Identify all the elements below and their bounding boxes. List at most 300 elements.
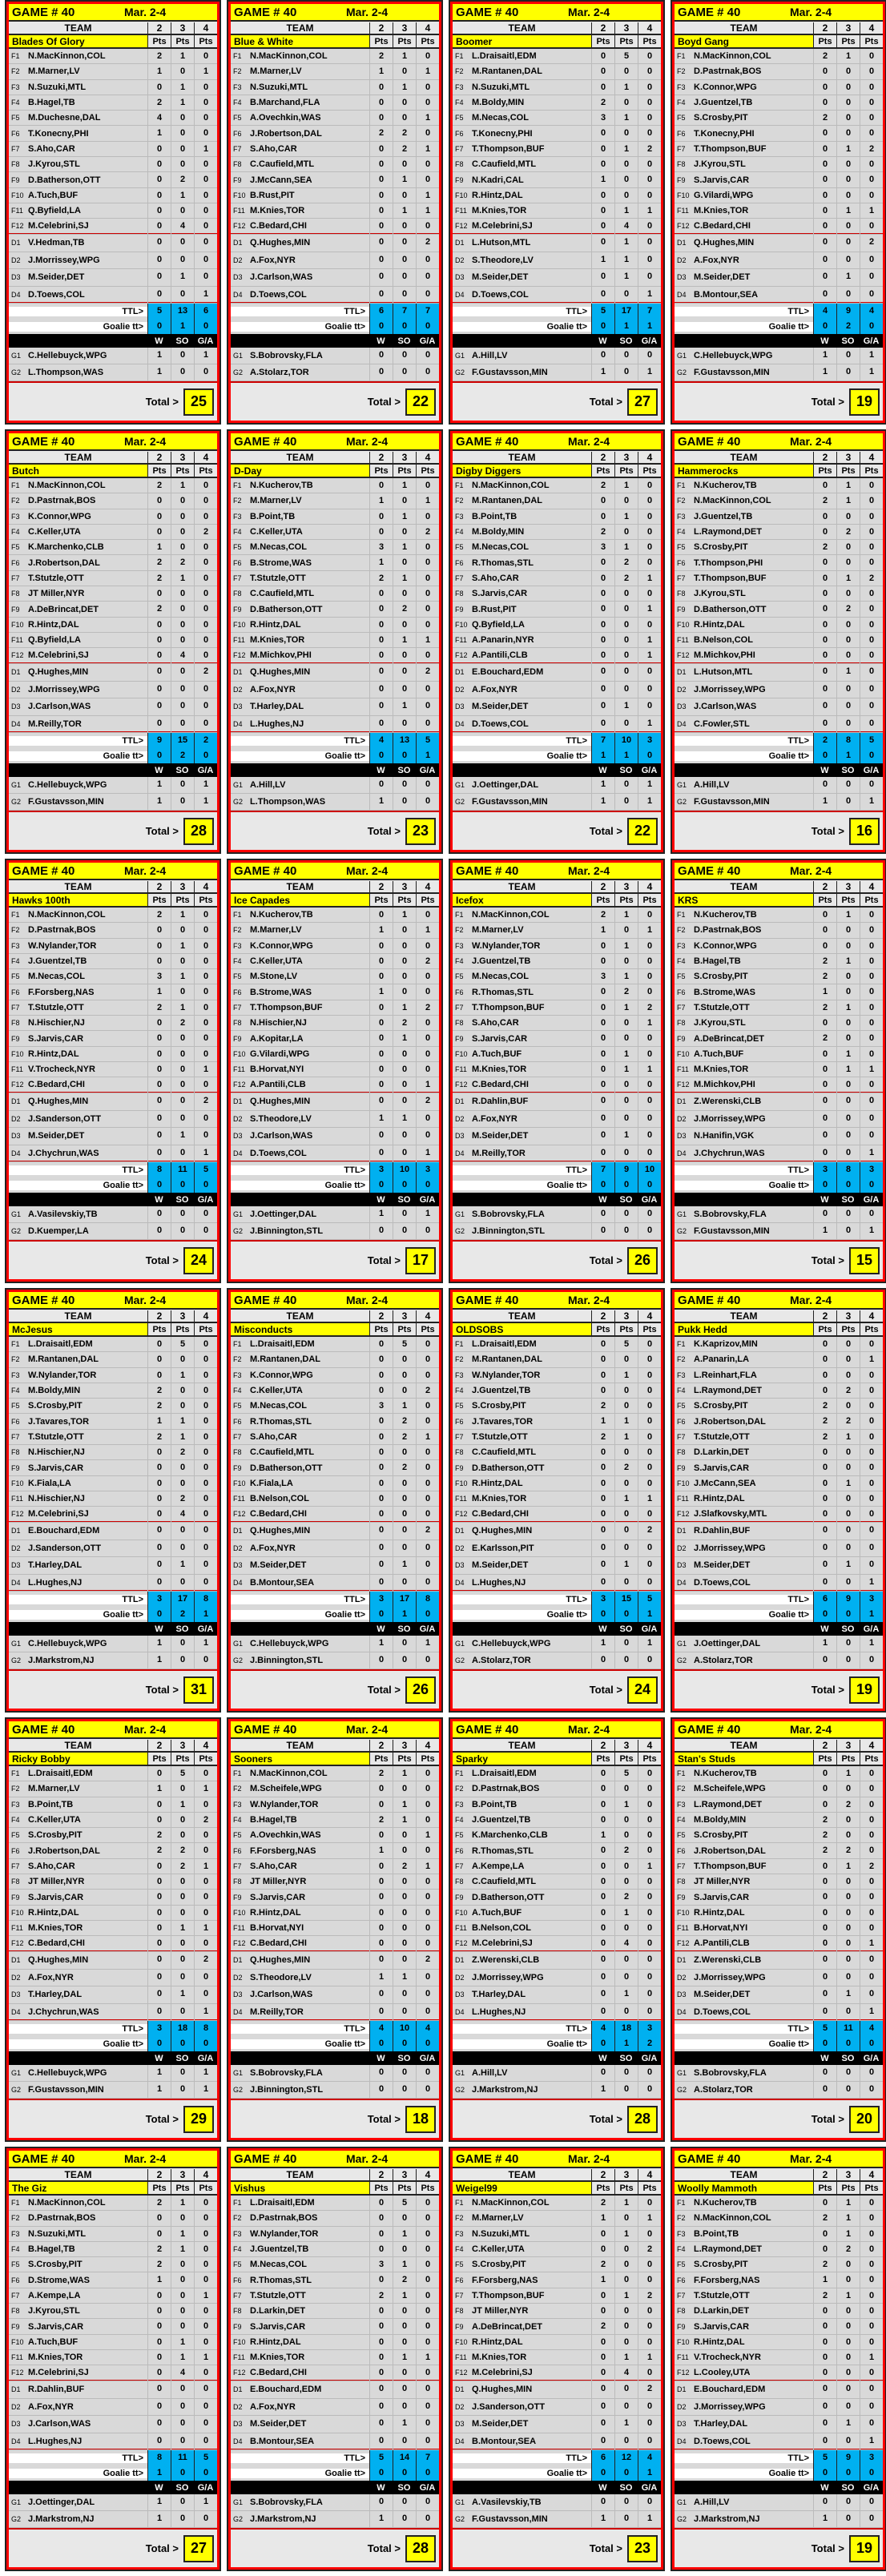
ttl-value: 15 xyxy=(614,1592,638,1607)
col-4: 4 xyxy=(638,881,661,892)
player-name: J.Markstrom,NJ xyxy=(694,2514,760,2524)
player-row xyxy=(231,111,439,126)
game-number: GAME # 40 xyxy=(678,5,741,19)
pts-3: 1 xyxy=(171,1430,194,1444)
pts-4: 0 xyxy=(194,126,217,140)
pts-label: Pts xyxy=(171,35,194,47)
team-name-row xyxy=(453,1323,661,1337)
pts-2: 0 xyxy=(147,1986,171,2003)
player-row xyxy=(231,2257,439,2272)
pts-4: 0 xyxy=(416,2227,439,2241)
total-row xyxy=(453,1671,661,1709)
pts-2: 0 xyxy=(591,2381,614,2398)
pts-2: 0 xyxy=(147,142,171,156)
pts-4: 2 xyxy=(416,235,439,252)
slot-code: F11 xyxy=(677,1924,689,1933)
pts-label: Pts xyxy=(416,35,439,47)
pts-4: 1 xyxy=(194,2350,217,2365)
player-row xyxy=(453,2211,661,2226)
slot-code: F7 xyxy=(233,2291,242,2300)
player-name: M.Seider,DET xyxy=(694,1990,751,2000)
ga-label: G/A xyxy=(197,336,214,346)
player-row xyxy=(9,1128,217,1145)
col-3: 3 xyxy=(836,452,860,463)
pts-4: 0 xyxy=(638,348,661,364)
pts-3: 1 xyxy=(836,1557,860,1574)
pts-4: 0 xyxy=(416,618,439,632)
pts-2: 0 xyxy=(591,1766,614,1781)
pts-2: 1 xyxy=(147,794,171,810)
slot-code: F1 xyxy=(677,2199,686,2208)
pts-3: 0 xyxy=(393,1906,416,1920)
pts-3: 0 xyxy=(171,364,194,380)
pts-3: 1 xyxy=(836,1000,860,1015)
pts-3: 0 xyxy=(836,1093,860,1110)
team-card xyxy=(671,0,886,425)
team-name: D-Day xyxy=(231,465,369,477)
so-label: SO xyxy=(619,2053,633,2063)
pts-4: 0 xyxy=(194,1557,217,1574)
pts-2: 1 xyxy=(147,1781,171,1796)
slot-code: F12 xyxy=(677,1510,690,1519)
pts-2: 0 xyxy=(813,188,836,203)
pts-4: 1 xyxy=(860,1575,883,1592)
pts-2: 0 xyxy=(591,348,614,364)
team-name: KRS xyxy=(675,894,813,906)
pts-3: 2 xyxy=(171,172,194,187)
player-row xyxy=(9,794,217,811)
pts-2: 0 xyxy=(813,1952,836,1969)
pts-3: 0 xyxy=(614,1540,638,1557)
team-name: Digby Diggers xyxy=(453,465,591,477)
player-row xyxy=(231,1813,439,1828)
pts-2: 0 xyxy=(147,188,171,203)
pts-3: 5 xyxy=(393,1337,416,1351)
slot-code: F4 xyxy=(233,1816,242,1825)
player-row xyxy=(231,1636,439,1652)
player-row xyxy=(9,2211,217,2226)
pts-2: 0 xyxy=(591,1383,614,1398)
goalie-total-row xyxy=(675,2465,883,2481)
pts-2: 0 xyxy=(813,1575,836,1592)
player-row xyxy=(675,2416,883,2433)
totals xyxy=(9,304,217,334)
player-name: C.Hellebuyck,WPG xyxy=(472,1639,551,1648)
goalie-total-value: 0 xyxy=(393,748,416,763)
slot-code: F11 xyxy=(677,1495,689,1503)
total-value: 16 xyxy=(849,818,880,845)
ttl-value: 4 xyxy=(860,2021,883,2036)
game-number: GAME # 40 xyxy=(12,863,75,878)
pts-2: 0 xyxy=(369,1828,393,1842)
pts-2: 0 xyxy=(147,269,171,286)
slot-code: F1 xyxy=(233,911,242,920)
pts-4: 0 xyxy=(638,2004,661,2021)
pts-4: 0 xyxy=(194,682,217,698)
goalie-total-value: 0 xyxy=(147,319,171,334)
player-name: M.Knies,TOR xyxy=(28,2353,83,2363)
col-3: 3 xyxy=(171,1740,194,1751)
pts-4: 0 xyxy=(860,540,883,554)
pts-4: 0 xyxy=(194,540,217,554)
pts-3: 0 xyxy=(836,1936,860,1950)
pts-3: 0 xyxy=(393,2242,416,2256)
pts-3: 4 xyxy=(171,648,194,662)
player-name: R.Hintz,DAL xyxy=(694,1907,745,1918)
game-number: GAME # 40 xyxy=(234,2151,297,2166)
column-header xyxy=(9,1739,217,1753)
pts-2: 0 xyxy=(369,1540,393,1557)
slot-code: D1 xyxy=(677,239,687,248)
player-row xyxy=(675,1986,883,2004)
pts-2: 0 xyxy=(369,1952,393,1969)
slot-code: G2 xyxy=(11,1656,22,1664)
slot-code: F11 xyxy=(677,636,689,645)
goalie-total-value: 0 xyxy=(147,1607,171,1622)
game-date: Mar. 2-4 xyxy=(568,1723,610,1736)
pts-3: 0 xyxy=(171,664,194,681)
player-name: E.Bouchard,EDM xyxy=(250,2385,322,2395)
pts-3: 0 xyxy=(171,509,194,524)
pts-2: 0 xyxy=(147,618,171,632)
team-label: TEAM xyxy=(508,451,536,463)
pts-2: 0 xyxy=(813,2065,836,2081)
player-name: M.Seider,DET xyxy=(28,272,85,283)
player-name: B.Hagel,TB xyxy=(694,956,741,967)
goalie-total-label: Goalie tt> xyxy=(231,322,369,332)
pts-4: 1 xyxy=(860,2004,883,2021)
pts-4: 0 xyxy=(416,2319,439,2333)
player-name: A.Stolarz,TOR xyxy=(472,1656,531,1665)
pts-4: 0 xyxy=(416,2494,439,2510)
col-4: 4 xyxy=(860,1740,883,1751)
slot-code: G1 xyxy=(233,1210,244,1218)
pts-2: 0 xyxy=(591,188,614,203)
pts-3: 0 xyxy=(836,969,860,984)
game-number: GAME # 40 xyxy=(234,1722,297,1737)
pts-4: 0 xyxy=(194,80,217,95)
pts-2: 0 xyxy=(147,1523,171,1540)
pts-4: 0 xyxy=(860,984,883,999)
goalie-total-row xyxy=(9,319,217,334)
player-name: M.Necas,COL xyxy=(472,113,529,123)
goalie-total-label: Goalie tt> xyxy=(675,322,813,332)
pts-2: 0 xyxy=(813,1874,836,1889)
pts-4: 2 xyxy=(194,1952,217,1969)
totals xyxy=(231,733,439,763)
slot-code: F6 xyxy=(677,1417,686,1426)
team-name-row xyxy=(9,894,217,908)
player-name: J.Markstrom,NJ xyxy=(28,1656,95,1665)
so-label: SO xyxy=(619,1624,633,1634)
pts-2: 0 xyxy=(369,1031,393,1045)
pts-2: 0 xyxy=(369,203,393,218)
pts-2: 1 xyxy=(591,1636,614,1652)
slot-code: G1 xyxy=(455,352,465,360)
goalie-total-value: 1 xyxy=(614,319,638,334)
card-header xyxy=(9,2151,217,2168)
defense-section xyxy=(231,1093,439,1162)
player-row xyxy=(9,203,217,219)
pts-3: 0 xyxy=(614,923,638,937)
pts-4: 2 xyxy=(638,142,661,156)
pts-3: 0 xyxy=(171,2288,194,2303)
pts-2: 0 xyxy=(813,509,836,524)
pts-4: 0 xyxy=(416,555,439,570)
pts-4: 0 xyxy=(194,2416,217,2433)
player-name: M.Knies,TOR xyxy=(250,2353,305,2363)
pts-2: 0 xyxy=(813,618,836,632)
pts-4: 0 xyxy=(860,1460,883,1475)
pts-2: 0 xyxy=(369,1906,393,1920)
pts-4: 0 xyxy=(638,1460,661,1475)
pts-4: 0 xyxy=(638,664,661,681)
total-row xyxy=(9,2100,217,2138)
player-row xyxy=(9,95,217,111)
game-date: Mar. 2-4 xyxy=(346,6,389,18)
slot-code: F9 xyxy=(11,1893,20,1902)
player-name: D.Larkin,DET xyxy=(250,2306,306,2316)
goalie-total-value: 0 xyxy=(194,319,217,334)
slot-code: G2 xyxy=(11,798,22,806)
pts-4: 0 xyxy=(194,1874,217,1889)
player-row xyxy=(231,1906,439,1921)
pts-3: 0 xyxy=(614,1352,638,1366)
forwards-section xyxy=(231,2196,439,2381)
game-date: Mar. 2-4 xyxy=(124,1723,167,1736)
pts-4: 0 xyxy=(638,64,661,78)
pts-2: 0 xyxy=(147,219,171,233)
pts-2: 0 xyxy=(813,157,836,171)
total-row xyxy=(231,812,439,850)
slot-code: F6 xyxy=(11,1846,20,1855)
slot-code: F4 xyxy=(455,957,464,966)
col-4: 4 xyxy=(860,2169,883,2180)
pts-3: 0 xyxy=(836,618,860,632)
pts-4: 0 xyxy=(860,172,883,187)
pts-4: 0 xyxy=(416,1906,439,1920)
player-row xyxy=(453,157,661,172)
slot-code: F3 xyxy=(233,512,242,521)
card-header xyxy=(231,433,439,451)
game-date: Mar. 2-4 xyxy=(346,435,389,448)
player-row xyxy=(231,1445,439,1460)
pts-4: 1 xyxy=(860,1352,883,1366)
pts-3: 0 xyxy=(614,1031,638,1045)
pts-3: 0 xyxy=(614,2335,638,2349)
pts-3: 0 xyxy=(393,794,416,810)
pts-4: 0 xyxy=(416,1874,439,1889)
col-2: 2 xyxy=(147,2169,171,2180)
player-name: F.Gustavsson,MIN xyxy=(694,797,770,807)
pts-3: 0 xyxy=(393,555,416,570)
slot-code: F2 xyxy=(455,497,464,505)
player-name: N.Kucherov,TB xyxy=(250,910,313,920)
player-row xyxy=(675,716,883,734)
pts-label: Pts xyxy=(638,2182,661,2194)
pts-4: 0 xyxy=(194,2304,217,2318)
pts-3: 1 xyxy=(614,203,638,218)
player-name: C.Caufield,MTL xyxy=(250,589,315,599)
pts-3: 0 xyxy=(171,111,194,125)
pts-4: 0 xyxy=(638,540,661,554)
slot-code: F5 xyxy=(11,972,20,981)
pts-3: 0 xyxy=(614,1507,638,1521)
pts-2: 0 xyxy=(591,648,614,662)
player-name: T.Thompson,BUF xyxy=(472,2290,545,2300)
pts-2: 2 xyxy=(147,2242,171,2256)
slot-code: F5 xyxy=(455,972,464,981)
w-label: W xyxy=(155,765,163,775)
pts-3: 0 xyxy=(836,219,860,233)
pts-3: 0 xyxy=(614,1223,638,1239)
player-name: J.Guentzel,TB xyxy=(472,1815,531,1825)
card-header xyxy=(453,863,661,880)
pts-2: 0 xyxy=(147,1145,171,1162)
pts-3: 0 xyxy=(836,1952,860,1969)
player-name: T.Thompson,BUF xyxy=(694,573,767,583)
col-2: 2 xyxy=(591,1740,614,1751)
player-row xyxy=(675,2257,883,2272)
player-row xyxy=(453,126,661,141)
pts-4: 0 xyxy=(638,1077,661,1092)
pts-3: 0 xyxy=(836,1507,860,1521)
pts-4: 0 xyxy=(416,1062,439,1077)
pts-4: 0 xyxy=(638,969,661,984)
ttl-label: TTL> xyxy=(9,1165,147,1175)
player-row xyxy=(675,252,883,270)
pts-label: Pts xyxy=(171,2182,194,2194)
goalie-total-label: Goalie tt> xyxy=(231,751,369,761)
player-row xyxy=(231,1223,439,1240)
pts-4: 0 xyxy=(416,716,439,733)
player-row xyxy=(453,1430,661,1445)
player-row xyxy=(9,1766,217,1781)
player-name: S.Aho,CAR xyxy=(472,1018,519,1028)
pts-4: 0 xyxy=(860,1383,883,1398)
total-value: 22 xyxy=(627,818,658,845)
pts-4: 0 xyxy=(416,1445,439,1459)
slot-code: F1 xyxy=(11,52,20,61)
player-row xyxy=(675,2399,883,2417)
pts-3: 0 xyxy=(614,1523,638,1540)
totals xyxy=(453,2450,661,2481)
player-name: R.Thomas,STL xyxy=(472,557,534,568)
goalie-total-value: 0 xyxy=(369,2465,393,2481)
pts-label: Pts xyxy=(369,2182,393,2194)
game-date: Mar. 2-4 xyxy=(124,864,167,877)
player-name: F.Forsberg,NAS xyxy=(28,987,95,997)
slot-code: F2 xyxy=(233,497,242,505)
pts-4: 0 xyxy=(416,1414,439,1428)
pts-4: 0 xyxy=(860,2065,883,2081)
player-row xyxy=(231,188,439,203)
pts-4: 0 xyxy=(194,1399,217,1413)
pts-3: 1 xyxy=(393,540,416,554)
player-row xyxy=(9,648,217,663)
pts-4: 1 xyxy=(638,777,661,793)
slot-code: D2 xyxy=(455,1544,465,1552)
pts-4: 0 xyxy=(638,1781,661,1796)
ttl-row xyxy=(231,2450,439,2465)
pts-4: 0 xyxy=(860,2304,883,2318)
pts-4: 1 xyxy=(194,1921,217,1935)
ttl-row xyxy=(9,1162,217,1177)
pts-2: 2 xyxy=(591,2257,614,2272)
player-name: R.Thomas,STL xyxy=(250,1416,312,1427)
slot-code: D3 xyxy=(11,1132,21,1141)
total-row xyxy=(453,812,661,850)
pts-2: 0 xyxy=(147,2365,171,2380)
pts-3: 1 xyxy=(614,1906,638,1920)
pts-3: 0 xyxy=(171,794,194,810)
col-3: 3 xyxy=(393,1740,416,1751)
player-row xyxy=(453,1399,661,1414)
player-name: S.Aho,CAR xyxy=(28,1861,75,1871)
player-name: J.Robertson,DAL xyxy=(28,1845,100,1856)
w-label: W xyxy=(598,2053,607,2063)
player-row xyxy=(453,1652,661,1669)
ga-label: G/A xyxy=(197,765,214,775)
pts-3: 1 xyxy=(614,235,638,252)
player-name: K.Marchenko,CLB xyxy=(28,542,104,553)
pts-2: 0 xyxy=(813,219,836,233)
goalie-total-value: 0 xyxy=(614,1177,638,1193)
player-row xyxy=(453,1970,661,1987)
player-row xyxy=(9,348,217,364)
player-row xyxy=(9,1970,217,1987)
pts-4: 0 xyxy=(416,1813,439,1827)
slot-code: D1 xyxy=(677,1097,687,1106)
pts-2: 0 xyxy=(591,2494,614,2510)
pts-3: 0 xyxy=(393,939,416,953)
pts-3: 0 xyxy=(393,287,416,304)
pts-label: Pts xyxy=(194,894,217,906)
pts-2: 0 xyxy=(813,555,836,570)
ttl-label: TTL> xyxy=(675,2024,813,2034)
total-label: Total > xyxy=(811,1684,844,1696)
player-name: L.Raymond,DET xyxy=(694,1386,762,1396)
player-name: K.Marchenko,CLB xyxy=(472,1830,548,1841)
total-row xyxy=(9,812,217,850)
pts-2: 0 xyxy=(591,2004,614,2021)
pts-3: 2 xyxy=(614,555,638,570)
pts-2: 0 xyxy=(591,1843,614,1858)
slot-code: F8 xyxy=(233,590,242,598)
pts-label: Pts xyxy=(147,1323,171,1335)
pts-2: 2 xyxy=(147,49,171,63)
col-2: 2 xyxy=(147,1740,171,1751)
player-name: M.Scheifele,WPG xyxy=(694,1784,766,1794)
player-name: D.Toews,COL xyxy=(250,1148,307,1158)
slot-code: F7 xyxy=(677,1432,686,1441)
team-name: Blades Of Glory xyxy=(9,35,147,47)
pts-3: 0 xyxy=(393,1921,416,1935)
player-row xyxy=(453,633,661,648)
player-name: Q.Byfield,LA xyxy=(28,206,82,216)
pts-2: 0 xyxy=(813,2196,836,2210)
pts-3: 0 xyxy=(836,2304,860,2318)
player-name: N.Hischier,NJ xyxy=(28,1018,85,1028)
pts-4: 0 xyxy=(638,1430,661,1444)
goalie-header xyxy=(231,1193,439,1206)
pts-3: 0 xyxy=(171,142,194,156)
player-name: R.Hintz,DAL xyxy=(694,2337,745,2347)
player-row xyxy=(675,1128,883,1145)
player-row xyxy=(231,1145,439,1163)
pts-4: 0 xyxy=(638,1111,661,1128)
team-label: TEAM xyxy=(730,880,758,892)
